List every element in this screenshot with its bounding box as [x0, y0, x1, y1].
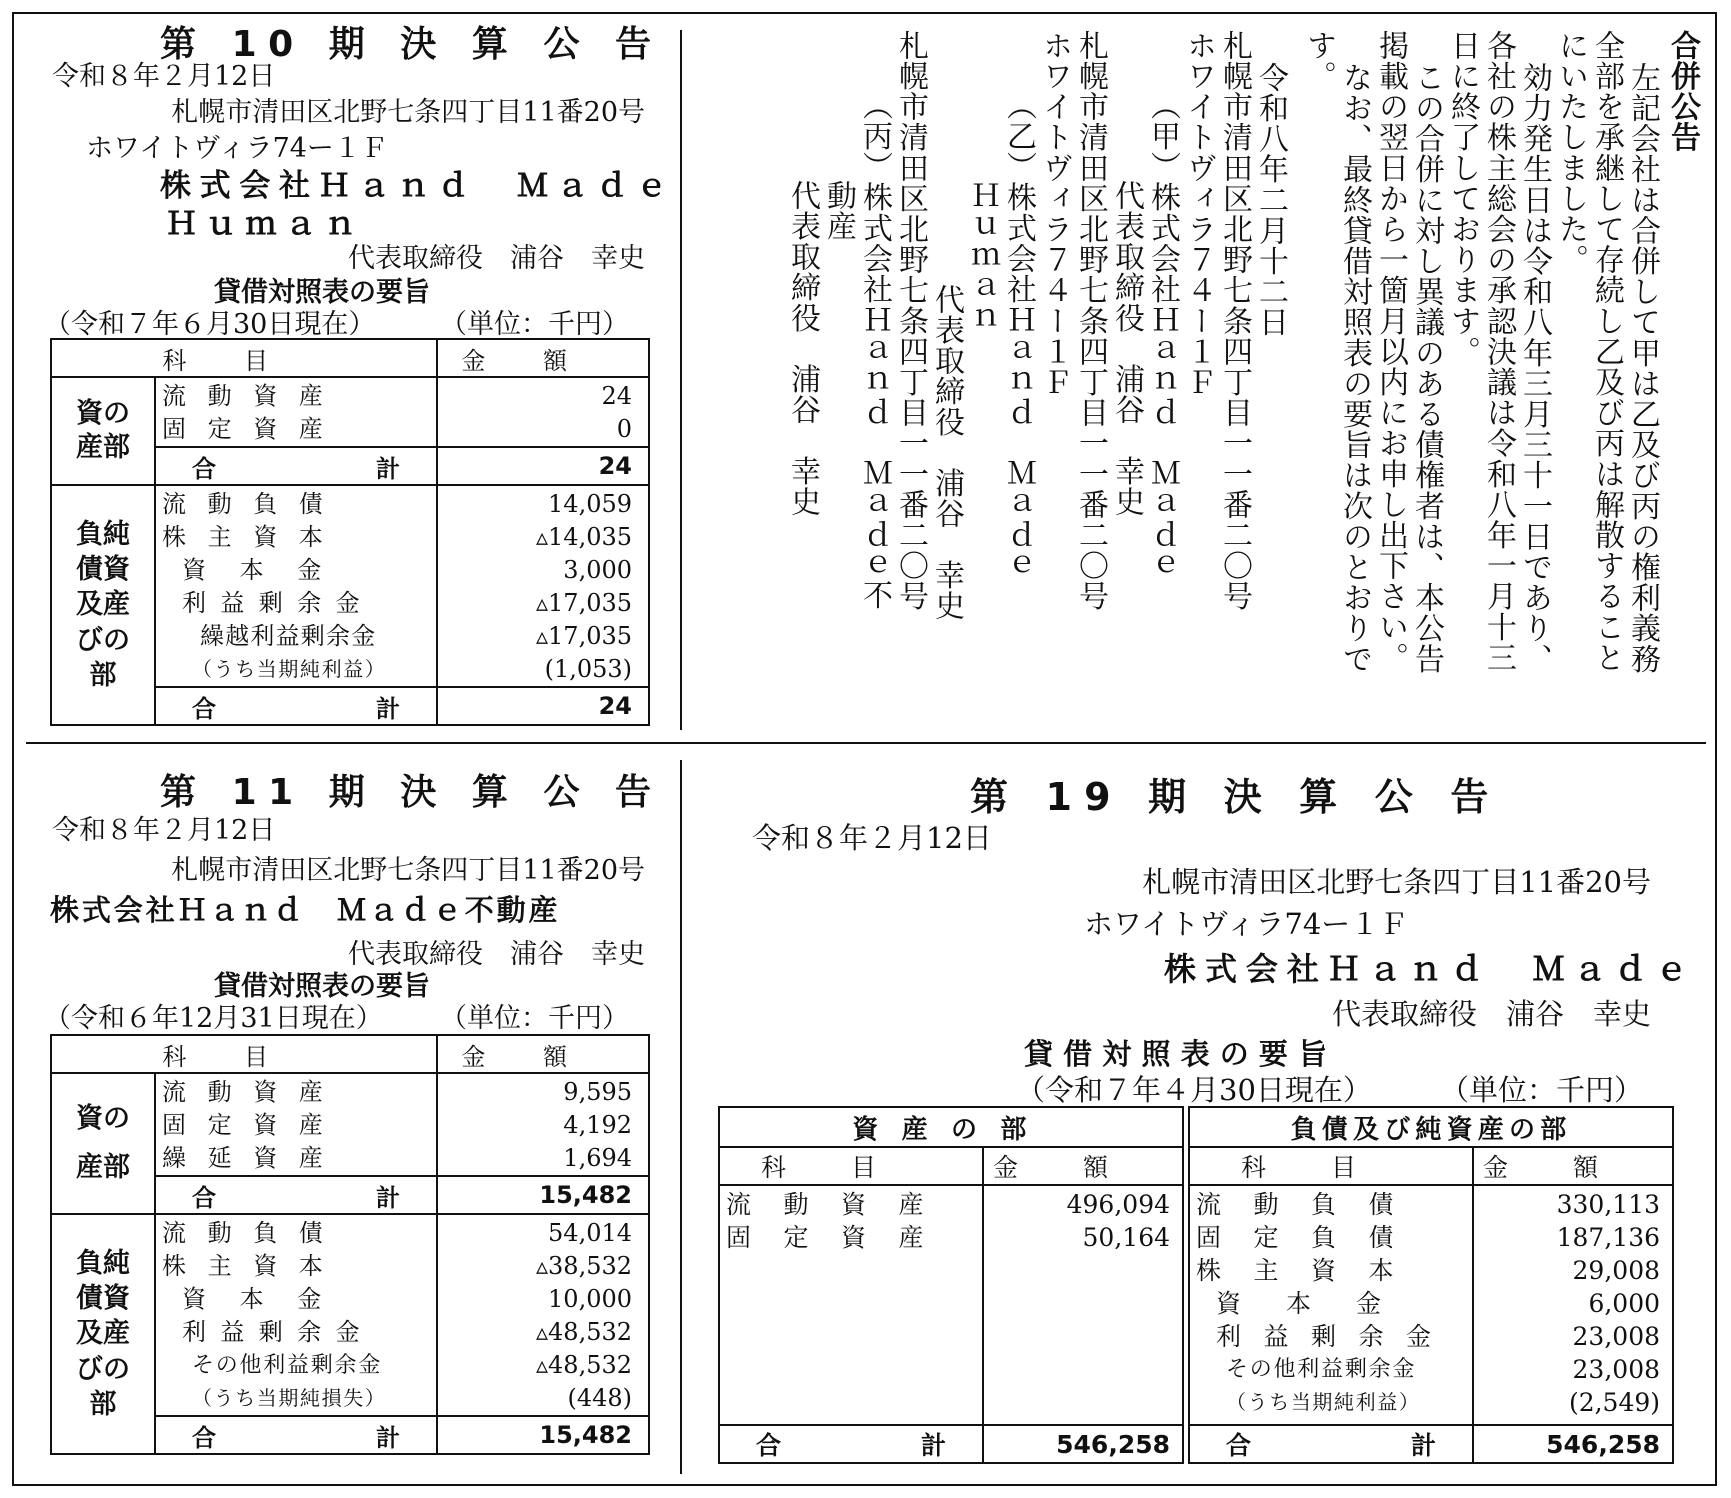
header-item: 科目 [719, 1147, 983, 1185]
liability-item: 資本金 [1216, 1289, 1427, 1318]
assets-section-label-text: 資の産部 [76, 398, 130, 463]
liability-values [1473, 1185, 1673, 1425]
liability-items [155, 485, 437, 687]
liabilities-section-label [51, 485, 155, 725]
liability-value: 330,113 [1556, 1190, 1661, 1219]
merger-heading: 合併公告 [1665, 30, 1700, 153]
merger-representative: 代表取締役 浦谷 幸史 [785, 180, 820, 517]
liability-values [437, 1214, 649, 1416]
asset-items [155, 377, 437, 447]
liability-value: 14,059 [548, 490, 633, 518]
asset-items [719, 1185, 983, 1425]
liability-value: 3,000 [563, 556, 633, 584]
liability-item: 株主資本 [162, 523, 345, 551]
total-label-a: 合 [192, 694, 216, 723]
notice-date: 令和８年２月12日 [52, 61, 276, 92]
liability-item: 利益剰余金 [182, 589, 374, 617]
liability-value: ▵48,532 [535, 1318, 633, 1346]
company-name: 株式会社Ｈａｎｄ Ｍａｄｅ [160, 168, 676, 204]
notice-date: 令和８年２月12日 [752, 821, 992, 855]
notice-date: 令和８年２月12日 [52, 815, 276, 846]
liability-value: 23,008 [1572, 1322, 1661, 1351]
liability-value: ▵38,532 [535, 1252, 633, 1280]
liability-values [437, 485, 649, 687]
notice-title: 第 10 期 決 算 公 告 [160, 24, 663, 65]
total-label-a: 合 [192, 1423, 216, 1452]
header-amount: 金額 [1473, 1147, 1673, 1185]
liability-item: （うち当期純利益） [1226, 1390, 1421, 1414]
asset-item: 固定資産 [162, 415, 345, 443]
asset-item: 流動資産 [162, 1078, 345, 1106]
assets-section-header: 資産の部 [719, 1107, 1183, 1147]
asset-item: 流動資産 [726, 1190, 957, 1219]
balance-sheet-unit: （単位：千円） [1440, 1073, 1644, 1107]
liabilities-section-header: 負債及び純資産の部 [1189, 1107, 1673, 1147]
liability-value: 187,136 [1556, 1223, 1661, 1252]
balance-sheet-unit: （単位：千円） [440, 309, 629, 340]
asset-value: 0 [616, 415, 633, 443]
balance-sheet-date: （令和６年12月31日現在） [44, 1003, 383, 1034]
asset-values [437, 377, 649, 447]
liability-item: 資本金 [182, 1285, 355, 1313]
total-label-b: 計 [376, 694, 401, 723]
assets-total-label [155, 447, 437, 485]
liability-item: 固定負債 [1196, 1223, 1427, 1252]
asset-values [437, 1073, 649, 1176]
liability-item: その他利益剰余金 [192, 1353, 383, 1378]
representative: 代表取締役 浦谷 幸史 [348, 939, 645, 970]
merger-address: 札幌市清田区北野七条四丁目一一番二〇号 [893, 30, 928, 612]
vertical-divider-bottom [680, 760, 682, 1474]
header-item: 科目 [51, 1035, 437, 1073]
liability-value: ▵17,035 [535, 589, 633, 617]
header-amount: 金額 [983, 1147, 1183, 1185]
liability-value: ▵14,035 [535, 523, 633, 551]
liability-value: 54,014 [548, 1219, 633, 1247]
liabilities-total-value: 15,482 [437, 1416, 649, 1454]
liability-item: 流動負債 [162, 490, 345, 518]
total-label-a: 合 [1226, 1431, 1252, 1460]
assets-row [51, 1073, 649, 1176]
merger-address-building: ホワイトヴィラ７４ー１Ｆ [1037, 30, 1072, 398]
notice-title: 第 19 期 決 算 公 告 [970, 775, 1501, 819]
assets-section-label [51, 1073, 155, 1214]
asset-item: 繰延資産 [162, 1144, 345, 1172]
liability-items [155, 1214, 437, 1416]
liabilities-total-value: 24 [437, 687, 649, 725]
assets-row [51, 377, 649, 447]
table-header-row [51, 339, 649, 377]
merger-company-line2: 動産 [821, 180, 856, 242]
merger-notice [670, 30, 1700, 730]
liability-value: 29,008 [1572, 1256, 1661, 1285]
merger-text-line: 日に終了しております。 [1445, 30, 1480, 367]
assets-section-label-text: 資の産部 [76, 1102, 130, 1183]
assets-total-label [719, 1425, 983, 1463]
liabilities-row [51, 485, 649, 687]
balance-sheet-date: （令和７年４月30日現在） [1016, 1073, 1372, 1107]
liability-item: 繰越利益剰余金 [200, 622, 377, 650]
representative: 代表取締役 浦谷 幸史 [348, 243, 645, 274]
balance-sheet-title: 貸借対照表の要旨 [214, 277, 430, 308]
merger-address-building: ホワイトヴィラ７４ー１Ｆ [1181, 30, 1216, 398]
asset-value: 9,595 [563, 1078, 633, 1106]
company-name-line2: Ｈｕｍａｎ [166, 206, 365, 242]
notice-title: 第 11 期 決 算 公 告 [160, 772, 663, 813]
asset-value: 50,164 [1082, 1223, 1171, 1252]
assets-total-value: 546,258 [983, 1425, 1183, 1463]
balance-sheet-date: （令和７年６月30日現在） [44, 309, 376, 340]
total-label-a: 合 [192, 454, 216, 483]
liability-item: 流動負債 [162, 1219, 345, 1247]
merger-text-line: 効力発生日は令和八年三月三十一日であり、 [1517, 62, 1552, 674]
liabilities-section-label [51, 1214, 155, 1454]
merger-text-line: なお、最終貸借対照表の要旨は次のとおりで [1337, 62, 1372, 674]
liability-item: 株主資本 [1196, 1256, 1427, 1285]
merger-address: 札幌市清田区北野七条四丁目一一番二〇号 [1217, 30, 1252, 612]
horizontal-divider [26, 742, 1706, 744]
merger-text-line: 掲載の翌日から一箇月以内にお申し出下さい。 [1373, 30, 1408, 673]
balance-sheet-table [50, 1034, 650, 1455]
company-address: 札幌市清田区北野七条四丁目11番20号 [1142, 865, 1651, 899]
merger-text-line: す。 [1301, 30, 1336, 92]
company-address-building: ホワイトヴィラ74ー１Ｆ [86, 133, 388, 164]
liabilities-total-label [1189, 1425, 1473, 1463]
company-name: 株式会社Ｈａｎｄ Ｍａｄｅ [1164, 950, 1697, 988]
balance-sheet-table [50, 338, 650, 726]
liability-value: ▵48,532 [535, 1351, 633, 1379]
liability-item: 流動負債 [1196, 1190, 1427, 1219]
merger-text-line: 全部を承継して存続し乙及び丙は解散すること [1589, 30, 1624, 673]
total-label-b: 計 [920, 1431, 946, 1460]
liability-item: 利益剰余金 [1216, 1322, 1454, 1351]
body-row [719, 1185, 1673, 1425]
assets-total-value: 24 [437, 447, 649, 485]
liabilities-section-label-text: 負純債資及産びの部 [76, 519, 130, 691]
header-amount: 金額 [437, 339, 649, 377]
total-label-b: 計 [376, 454, 401, 483]
liability-value: ▵17,035 [535, 622, 633, 650]
table-header-row [51, 1035, 649, 1073]
asset-item: 固定資産 [162, 1111, 345, 1139]
merger-text-line: 左記会社は合併して甲は乙及び丙の権利義務 [1625, 62, 1660, 674]
merger-company: （丙）株式会社Ｈａｎｄ Ｍａｄｅ不 [857, 90, 892, 611]
balance-sheet-title: 貸借対照表の要旨 [1024, 1037, 1338, 1071]
asset-items [155, 1073, 437, 1176]
liability-value: (2,549) [1568, 1388, 1661, 1417]
liability-value: 6,000 [1588, 1289, 1661, 1318]
representative: 代表取締役 浦谷 幸史 [1331, 997, 1651, 1031]
asset-item: 固定資産 [726, 1223, 957, 1252]
liabilities-total-label [155, 687, 437, 725]
company-address: 札幌市清田区北野七条四丁目11番20号 [171, 855, 645, 886]
merger-text-line: この合併に対し異議のある債権者は、本公告 [1409, 62, 1444, 674]
merger-text-line: 各社の株主総会の承認決議は令和八年一月十三 [1481, 30, 1516, 673]
asset-value: 24 [601, 382, 633, 410]
merger-date: 令和八年二月十二日 [1253, 62, 1288, 338]
liability-value: (1,053) [544, 655, 633, 683]
section-header-row [719, 1107, 1673, 1147]
header-item: 科目 [1189, 1147, 1473, 1185]
asset-values [983, 1185, 1183, 1425]
company-name: 株式会社Ｈａｎｄ Ｍａｄｅ不動産 [50, 893, 561, 927]
total-label-b: 計 [1411, 1431, 1437, 1460]
total-label-a: 合 [756, 1431, 782, 1460]
total-label-b: 計 [376, 1183, 401, 1212]
liability-item: 株主資本 [162, 1252, 345, 1280]
asset-value: 4,192 [563, 1111, 633, 1139]
liability-value: (448) [567, 1384, 633, 1412]
balance-sheet-table [718, 1106, 1674, 1464]
liability-value: 23,008 [1572, 1355, 1661, 1384]
header-amount: 金額 [437, 1035, 649, 1073]
liability-item: 資本金 [182, 556, 355, 584]
company-address-building: ホワイトヴィラ74ー１Ｆ [1084, 907, 1409, 941]
liabilities-row [51, 1214, 649, 1416]
liability-item: その他利益剰余金 [1226, 1357, 1417, 1382]
merger-representative: 代表取締役 浦谷 幸史 [929, 284, 964, 621]
asset-value: 496,094 [1066, 1190, 1171, 1219]
liability-item: 利益剰余金 [182, 1318, 374, 1346]
liabilities-total-value: 546,258 [1473, 1425, 1673, 1463]
asset-item: 流動資産 [162, 382, 345, 410]
merger-company: （甲）株式会社Ｈａｎｄ Ｍａｄｅ [1145, 90, 1180, 580]
company-address: 札幌市清田区北野七条四丁目11番20号 [171, 97, 645, 128]
merger-company: （乙）株式会社Ｈａｎｄ Ｍａｄｅ [1001, 90, 1036, 580]
liability-items [1189, 1185, 1473, 1425]
merger-address: 札幌市清田区北野七条四丁目一一番二〇号 [1073, 30, 1108, 612]
column-header-row [719, 1147, 1673, 1185]
balance-sheet-title: 貸借対照表の要旨 [214, 971, 430, 1002]
assets-total-value: 15,482 [437, 1176, 649, 1214]
assets-total-label [155, 1176, 437, 1214]
total-label-a: 合 [192, 1183, 216, 1212]
liabilities-section-label-text: 負純債資及産びの部 [76, 1248, 130, 1420]
total-row [719, 1425, 1673, 1463]
asset-value: 1,694 [563, 1144, 633, 1172]
liability-item: （うち当期純利益） [192, 657, 387, 681]
header-item: 科目 [51, 339, 437, 377]
liabilities-total-label [155, 1416, 437, 1454]
balance-sheet-unit: （単位：千円） [440, 1003, 629, 1034]
merger-representative: 代表取締役 浦谷 幸史 [1109, 180, 1144, 517]
assets-section-label [51, 377, 155, 485]
total-label-b: 計 [376, 1423, 401, 1452]
merger-company-line2: Ｈｕｍａｎ [965, 180, 1000, 333]
liability-value: 10,000 [548, 1285, 633, 1313]
liability-item: （うち当期純損失） [192, 1386, 387, 1410]
merger-text-line: にいたしました。 [1553, 30, 1588, 275]
